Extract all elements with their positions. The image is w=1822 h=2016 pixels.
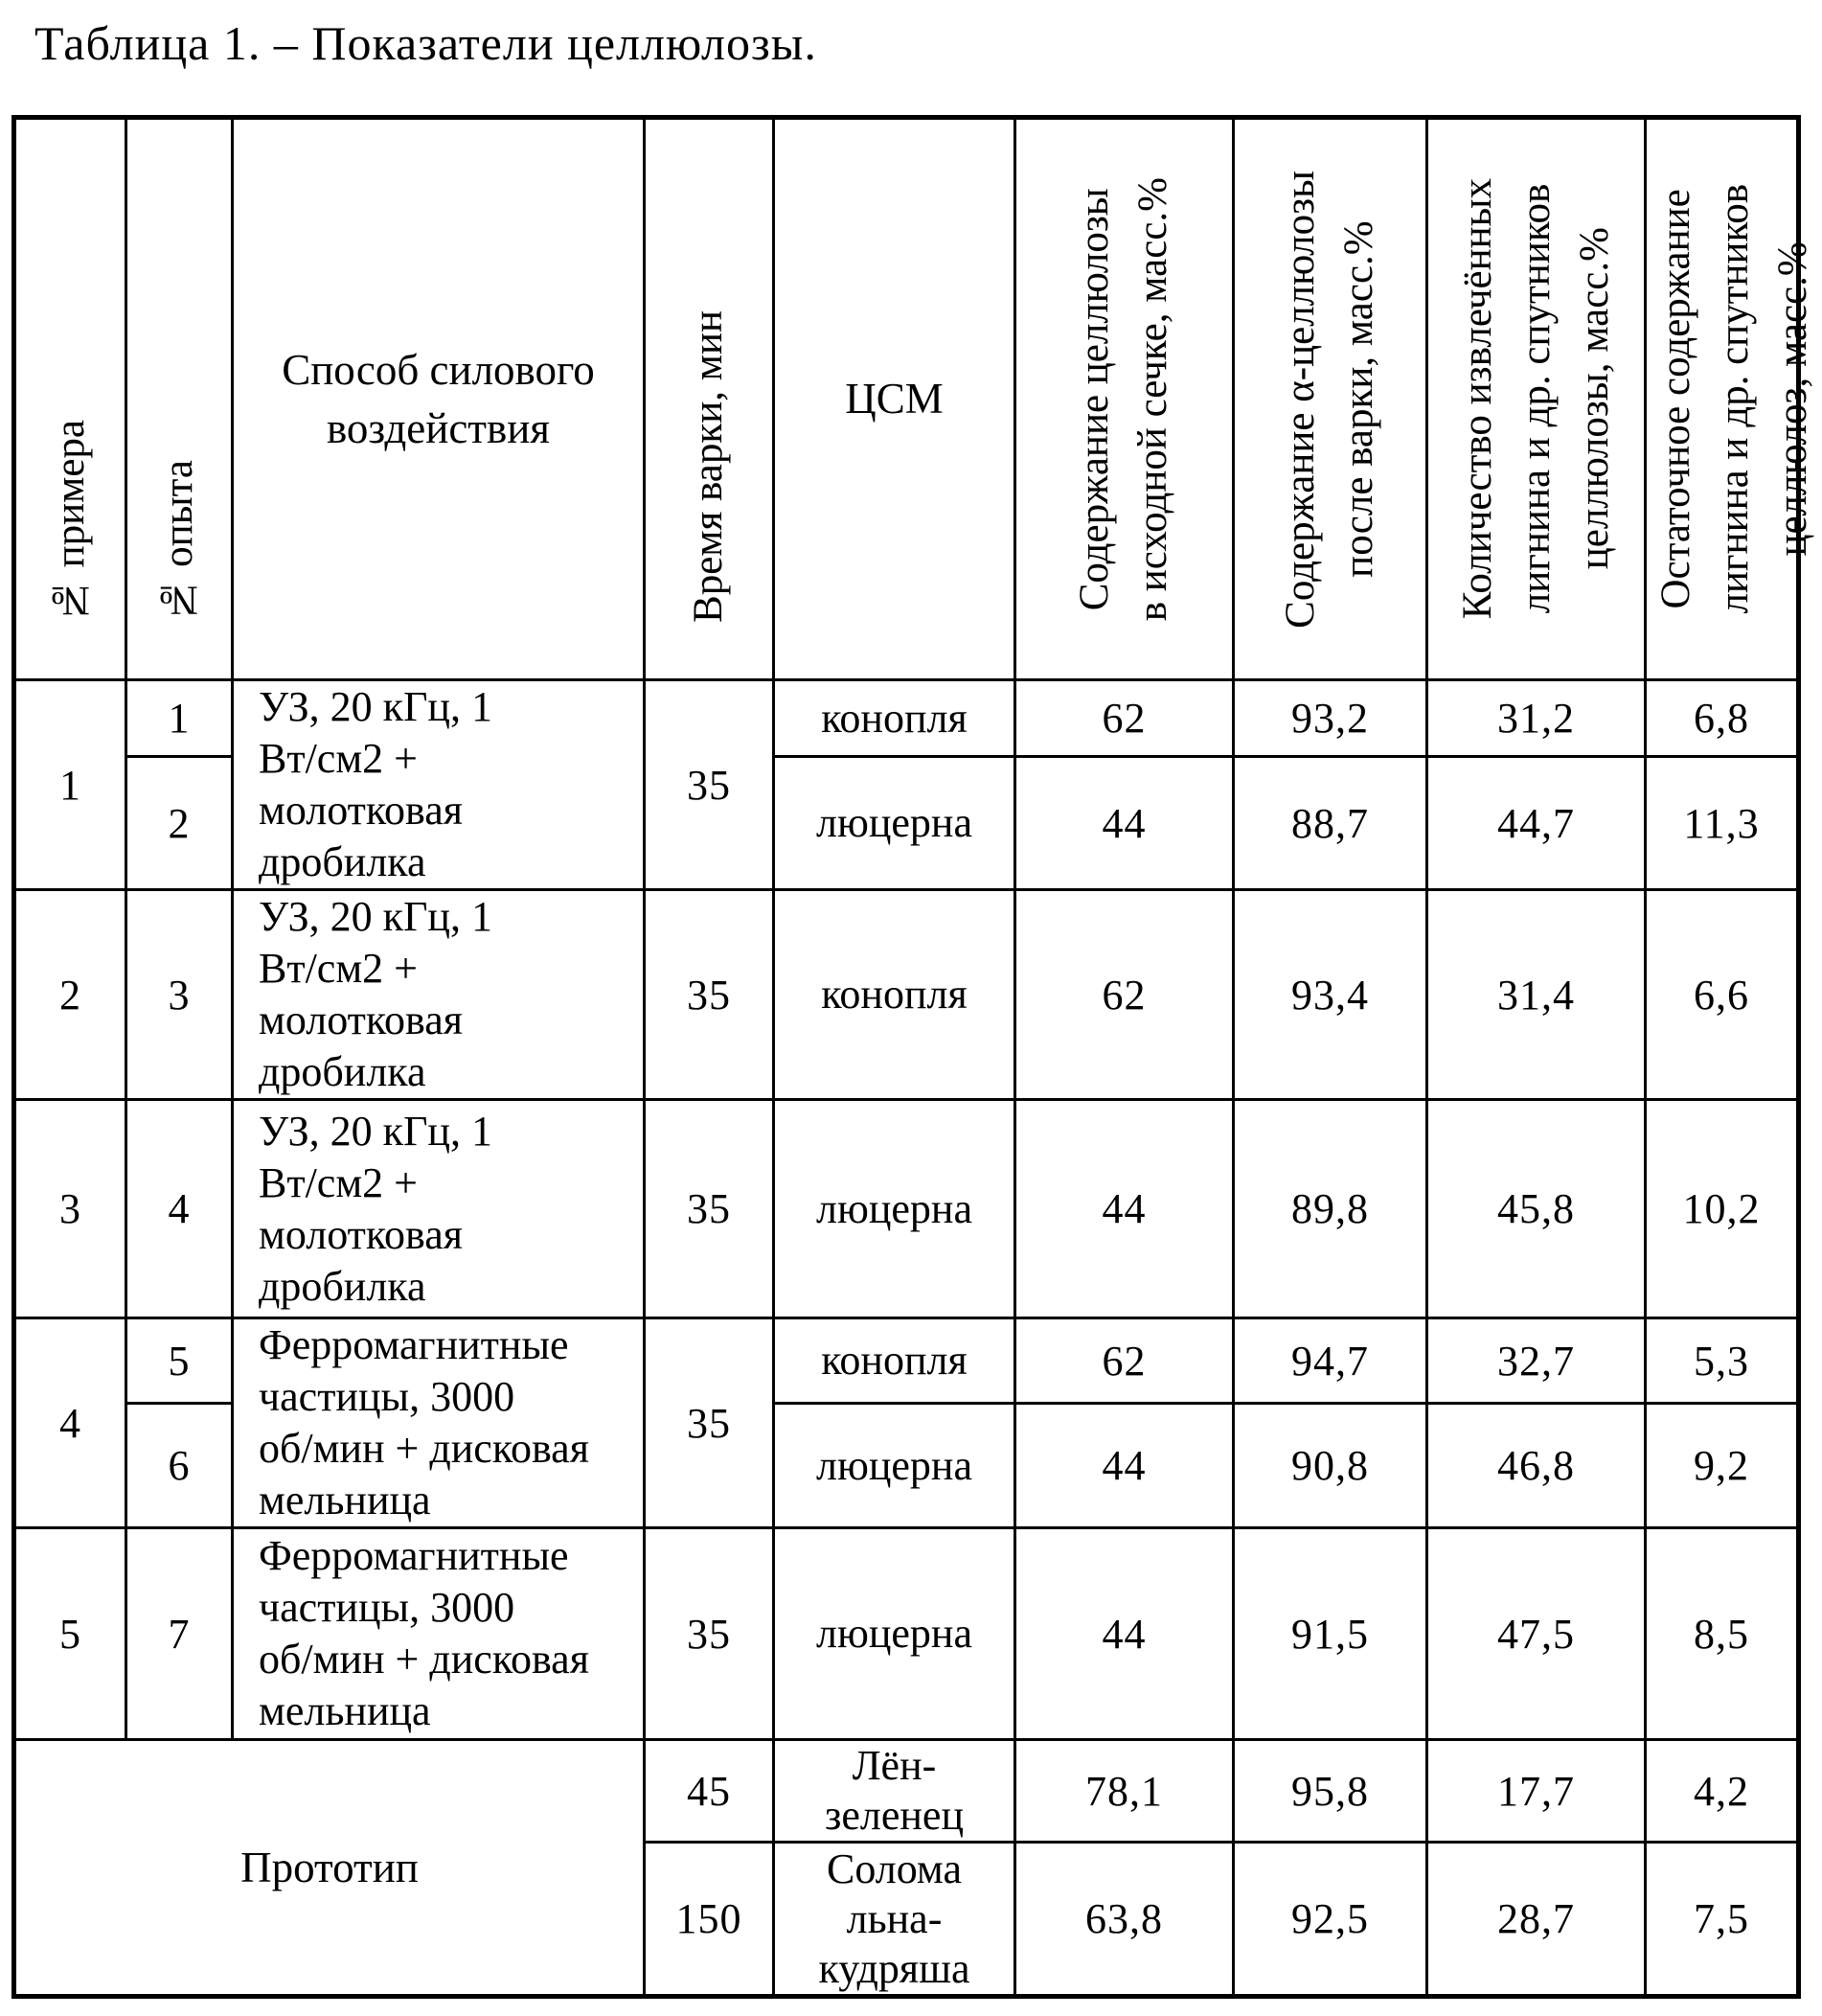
cell-time: 35 xyxy=(645,1528,774,1740)
cell-alpha-cellulose: 93,2 xyxy=(1234,680,1427,757)
cell-experiment: 3 xyxy=(126,890,233,1100)
cell-residual: 9,2 xyxy=(1646,1404,1799,1528)
table-row xyxy=(14,1740,1799,1843)
table-row xyxy=(14,1528,1799,1740)
cell-experiment: 2 xyxy=(126,757,233,890)
cell-alpha-cellulose: 92,5 xyxy=(1234,1843,1427,1997)
cell-cellulose-initial: 78,1 xyxy=(1015,1740,1234,1843)
cell-prototype-label: Прототип xyxy=(14,1740,645,1997)
cell-residual: 5,3 xyxy=(1646,1318,1799,1404)
cell-extracted: 46,8 xyxy=(1427,1404,1646,1528)
table-title: Таблица 1. – Показатели целлюлозы. xyxy=(34,16,817,70)
cell-time: 35 xyxy=(645,680,774,890)
cell-cellulose-initial: 44 xyxy=(1015,1528,1234,1740)
cell-time: 150 xyxy=(645,1843,774,1997)
cell-example: 5 xyxy=(14,1528,126,1740)
header-row xyxy=(14,118,1799,680)
table-row xyxy=(14,1318,1799,1404)
cell-extracted: 45,8 xyxy=(1427,1100,1646,1318)
header-experiment-number xyxy=(126,118,233,680)
cell-csm: люцерна xyxy=(774,1528,1015,1740)
header-example-number xyxy=(14,118,126,680)
cell-cellulose-initial: 44 xyxy=(1015,1100,1234,1318)
cell-extracted: 47,5 xyxy=(1427,1528,1646,1740)
cell-method: Ферромагнитные частицы, 3000 об/мин + дисковая мельница xyxy=(233,1528,645,1740)
cell-alpha-cellulose: 93,4 xyxy=(1234,890,1427,1100)
cell-residual: 8,5 xyxy=(1646,1528,1799,1740)
cell-csm: конопля xyxy=(774,890,1015,1100)
cell-extracted: 31,4 xyxy=(1427,890,1646,1100)
header-residual-lignin-label: Остаточное содержание лигнина и др. спутников целлюлоз, масс.% xyxy=(1653,184,1816,614)
cell-alpha-cellulose: 88,7 xyxy=(1234,757,1427,890)
cell-method: Ферромагнитные частицы, 3000 об/мин + дисковая мельница xyxy=(233,1318,645,1528)
cell-example: 2 xyxy=(14,890,126,1100)
header-extracted-lignin-label: Количество извлечённых лигнина и др. спутников целлюлозы, масс.% xyxy=(1454,178,1618,620)
cell-extracted: 28,7 xyxy=(1427,1843,1646,1997)
cell-time: 35 xyxy=(645,1100,774,1318)
header-method: Способ силового воздействия xyxy=(233,118,645,680)
table-row xyxy=(14,680,1799,757)
cell-extracted: 31,2 xyxy=(1427,680,1646,757)
cell-alpha-cellulose: 90,8 xyxy=(1234,1404,1427,1528)
cell-extracted: 17,7 xyxy=(1427,1740,1646,1843)
header-alpha-cellulose xyxy=(1234,118,1427,680)
header-cellulose-initial xyxy=(1015,118,1234,680)
cellulose-table xyxy=(11,115,1816,1999)
cell-example: 4 xyxy=(14,1318,126,1528)
cell-cellulose-initial: 63,8 xyxy=(1015,1843,1234,1997)
table-row xyxy=(14,1100,1799,1318)
cell-time: 35 xyxy=(645,890,774,1100)
cell-residual: 4,2 xyxy=(1646,1740,1799,1843)
cell-example: 1 xyxy=(14,680,126,890)
header-residual-lignin xyxy=(1646,118,1816,680)
cell-alpha-cellulose: 94,7 xyxy=(1234,1318,1427,1404)
header-example-number-label: № примера xyxy=(47,419,93,623)
header-csm: ЦСМ xyxy=(774,118,1015,680)
cell-experiment: 7 xyxy=(126,1528,233,1740)
cell-cellulose-initial: 62 xyxy=(1015,680,1234,757)
cell-time: 35 xyxy=(645,1318,774,1528)
cell-csm: люцерна xyxy=(774,1100,1015,1318)
cell-alpha-cellulose: 89,8 xyxy=(1234,1100,1427,1318)
cell-csm: люцерна xyxy=(774,1404,1015,1528)
cell-example: 3 xyxy=(14,1100,126,1318)
header-cellulose-initial-label: Содержание целлюлозы в исходной сечке, масс.% xyxy=(1072,176,1176,622)
cell-method: УЗ, 20 кГц, 1 Вт/см2 + молотковая дробилка xyxy=(233,890,645,1100)
cell-method: УЗ, 20 кГц, 1 Вт/см2 + молотковая дробилка xyxy=(233,1100,645,1318)
cell-experiment: 6 xyxy=(126,1404,233,1528)
cell-csm: люцерна xyxy=(774,757,1015,890)
cell-extracted: 32,7 xyxy=(1427,1318,1646,1404)
cell-method: УЗ, 20 кГц, 1 Вт/см2 + молотковая дробилка xyxy=(233,680,645,890)
cell-residual: 11,3 xyxy=(1646,757,1799,890)
cell-residual: 6,6 xyxy=(1646,890,1799,1100)
cell-csm: Лён- зеленец xyxy=(774,1740,1015,1843)
cell-cellulose-initial: 44 xyxy=(1015,1404,1234,1528)
cell-cellulose-initial: 62 xyxy=(1015,890,1234,1100)
cell-residual: 6,8 xyxy=(1646,680,1799,757)
cell-experiment: 4 xyxy=(126,1100,233,1318)
cell-residual: 7,5 xyxy=(1646,1843,1799,1997)
cell-alpha-cellulose: 95,8 xyxy=(1234,1740,1427,1843)
table-row xyxy=(14,890,1799,1100)
cell-csm: Солома льна- кудряша xyxy=(774,1843,1015,1997)
header-alpha-cellulose-label: Содержание α-целлюлозы после варки, масс.% xyxy=(1278,170,1382,629)
cell-cellulose-initial: 62 xyxy=(1015,1318,1234,1404)
cell-alpha-cellulose: 91,5 xyxy=(1234,1528,1427,1740)
cell-time: 45 xyxy=(645,1740,774,1843)
header-cooking-time xyxy=(645,118,774,680)
header-extracted-lignin xyxy=(1427,118,1646,680)
cell-extracted: 44,7 xyxy=(1427,757,1646,890)
cell-experiment: 1 xyxy=(126,680,233,757)
cell-csm: конопля xyxy=(774,1318,1015,1404)
cell-cellulose-initial: 44 xyxy=(1015,757,1234,890)
cell-experiment: 5 xyxy=(126,1318,233,1404)
cell-residual: 10,2 xyxy=(1646,1100,1799,1318)
cell-csm: конопля xyxy=(774,680,1015,757)
header-cooking-time-label: Время варки, мин xyxy=(686,310,732,623)
header-experiment-number-label: № опыта xyxy=(156,460,202,623)
